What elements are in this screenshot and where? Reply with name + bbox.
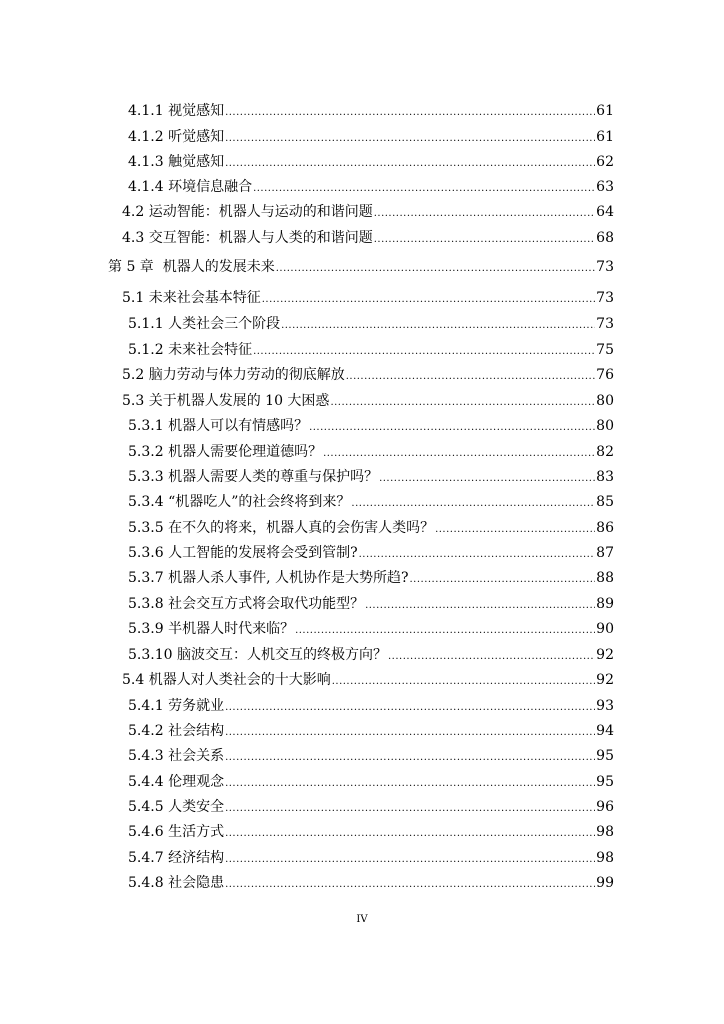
toc-entry-title: 机器人需要人类的尊重与保护吗？ — [168, 469, 379, 485]
toc-entry-number: 5.3.4 — [128, 494, 169, 510]
toc-entry-title: 运动智能：机器人与运动的和谐问题 — [148, 204, 373, 220]
toc-entry-title: 机器人可以有情感吗？ — [168, 418, 309, 434]
toc-entry-title: 未来社会特征 — [168, 342, 253, 358]
toc-entry-number: 5.3.10 — [128, 647, 177, 663]
toc-entry-number: 5.3.1 — [128, 418, 169, 434]
toc-entry-number: 5.3.7 — [128, 570, 169, 586]
toc-entry-title: 机器人需要伦理道德吗？ — [168, 444, 323, 460]
toc-entry-number: 4.1.4 — [128, 179, 169, 195]
toc-entry — [128, 565, 614, 587]
toc-entry-number: 5.3.2 — [128, 444, 169, 460]
toc-entry — [128, 616, 614, 638]
toc-entry-number: 5.4.2 — [128, 723, 169, 739]
toc-dot-leader — [332, 671, 595, 689]
toc-dot-leader — [409, 569, 595, 587]
toc-entry-page: 73 — [596, 290, 614, 306]
toc-entry — [128, 743, 614, 765]
toc-entry-number: 4.1.2 — [128, 129, 169, 145]
toc-entry — [128, 591, 614, 613]
toc-entry-page: 61 — [596, 129, 614, 145]
toc-entry-page: 73 — [596, 259, 614, 275]
toc-entry-number: 5.4.5 — [128, 799, 169, 815]
toc-dot-leader — [435, 519, 595, 537]
toc-entry — [128, 819, 614, 841]
toc-entry — [128, 845, 614, 867]
toc-entry-number: 5.4 — [122, 672, 149, 688]
toc-entry-title: 社会关系 — [168, 748, 225, 764]
toc-entry — [128, 174, 614, 196]
toc-dot-leader — [225, 102, 595, 120]
toc-entry-page: 82 — [596, 444, 614, 460]
toc-entry-page: 61 — [596, 103, 614, 119]
toc-entry-title: 劳务就业 — [168, 698, 225, 714]
toc-dot-leader — [225, 747, 595, 765]
toc-entry-number: 5.3.5 — [128, 520, 169, 536]
toc-entry-page: 86 — [596, 520, 614, 536]
toc-entry — [128, 870, 614, 892]
toc-dot-leader — [225, 874, 595, 892]
toc-entry-title: 社会交互方式将会取代功能型？ — [168, 596, 365, 612]
toc-entry-page: 95 — [596, 748, 614, 764]
toc-entry-page: 68 — [596, 230, 614, 246]
toc-entry — [108, 254, 614, 276]
toc-dot-leader — [253, 178, 595, 196]
toc-dot-leader — [253, 341, 595, 359]
toc-entry-number: 4.2 — [122, 204, 149, 220]
toc-dot-leader — [374, 229, 595, 247]
toc-entry-number: 4.1.1 — [128, 103, 169, 119]
toc-entry-page: 98 — [596, 850, 614, 866]
toc-entry-title: 人类社会三个阶段 — [168, 316, 281, 332]
toc-entry-title: 机器人杀人事件, 人机协作是大势所趋? — [168, 570, 409, 586]
toc-entry-title: 伦理观念 — [168, 774, 225, 790]
toc-entry — [122, 362, 614, 384]
toc-entry-number: 5.1 — [122, 290, 149, 306]
toc-entry-number: 5.2 — [122, 367, 149, 383]
toc-entry — [128, 439, 614, 461]
toc-dot-leader — [346, 366, 595, 384]
toc-dot-leader — [309, 417, 595, 435]
toc-entry-title: 机器人对人类社会的十大影响 — [148, 672, 331, 688]
toc-entry-title: 社会结构 — [168, 723, 225, 739]
toc-entry-number: 5.3 — [122, 393, 149, 409]
toc-entry-title: 半机器人时代来临？ — [168, 621, 295, 637]
toc-entry-number: 5.4.1 — [128, 698, 169, 714]
toc-entry-title: 视觉感知 — [168, 103, 225, 119]
toc-entry — [128, 124, 614, 146]
toc-entry-number: 5.4.7 — [128, 850, 169, 866]
toc-entry — [128, 149, 614, 171]
toc-entry — [128, 794, 614, 816]
toc-dot-leader — [225, 823, 595, 841]
toc-entry — [122, 225, 614, 247]
toc-entry-number: 5.4.4 — [128, 774, 169, 790]
toc-entry-page: 85 — [596, 494, 614, 510]
toc-entry-title: 关于机器人发展的 10 大困惑 — [148, 393, 330, 409]
toc-entry — [122, 285, 614, 307]
toc-dot-leader — [281, 315, 595, 333]
toc-entry-title: 脑波交互：人机交互的终极方向？ — [176, 647, 387, 663]
toc-dot-leader — [276, 258, 595, 276]
toc-entry-title: 听觉感知 — [168, 129, 225, 145]
toc-entry-page: 98 — [596, 824, 614, 840]
toc-entry-title: 生活方式 — [168, 824, 225, 840]
toc-entry — [122, 667, 614, 689]
toc-entry — [128, 540, 614, 562]
toc-entry-page: 90 — [596, 621, 614, 637]
toc-entry-number: 4.1.3 — [128, 154, 169, 170]
toc-entry-title: 触觉感知 — [168, 154, 225, 170]
toc-entry — [122, 388, 614, 410]
toc-entry-page: 73 — [596, 316, 614, 332]
toc-entry — [122, 199, 614, 221]
toc-entry-number: 5.3.6 — [128, 545, 169, 561]
toc-entry — [128, 489, 614, 511]
toc-entry-title: 环境信息融合 — [168, 179, 253, 195]
toc-entry-number: 4.3 — [122, 230, 149, 246]
toc-dot-leader — [225, 697, 595, 715]
toc-entry-title: 在不久的将来，机器人真的会伤害人类吗？ — [168, 520, 435, 536]
toc-dot-leader — [323, 443, 595, 461]
toc-entry-title: 经济结构 — [168, 850, 225, 866]
toc-entry-page: 87 — [596, 545, 614, 561]
toc-dot-leader — [225, 153, 595, 171]
toc-entry — [128, 642, 614, 664]
toc-dot-leader — [351, 493, 595, 511]
toc-dot-leader — [388, 646, 595, 664]
toc-entry-page: 63 — [596, 179, 614, 195]
toc-dot-leader — [225, 849, 595, 867]
toc-dot-leader — [225, 773, 595, 791]
toc-entry-page: 80 — [596, 393, 614, 409]
toc-dot-leader — [225, 128, 595, 146]
toc-entry-number: 5.3.3 — [128, 469, 169, 485]
toc-entry — [128, 693, 614, 715]
toc-entry-page: 80 — [596, 418, 614, 434]
toc-entry-title: 脑力劳动与体力劳动的彻底解放 — [148, 367, 345, 383]
toc-dot-leader — [262, 289, 595, 307]
toc-entry-number: 5.3.8 — [128, 596, 169, 612]
toc-entry-page: 96 — [596, 799, 614, 815]
toc-entry-title: 人类安全 — [168, 799, 225, 815]
toc-entry-number: 5.4.8 — [128, 875, 169, 891]
toc-entry-number: 5.4.3 — [128, 748, 169, 764]
toc-entry-page: 76 — [596, 367, 614, 383]
toc-entry-page: 75 — [596, 342, 614, 358]
toc-entry — [128, 311, 614, 333]
toc-entry-page: 93 — [596, 698, 614, 714]
toc-entry-title: 社会隐患 — [168, 875, 225, 891]
toc-dot-leader — [295, 620, 595, 638]
toc-entry — [128, 98, 614, 120]
toc-entry-page: 62 — [596, 154, 614, 170]
toc-entry — [128, 515, 614, 537]
toc-entry-title: “机器吃人”的社会终将到来？ — [168, 494, 351, 510]
toc-entry — [128, 337, 614, 359]
toc-entry-page: 92 — [596, 672, 614, 688]
toc-dot-leader — [365, 595, 595, 613]
toc-dot-leader — [379, 468, 595, 486]
toc-entry-page: 64 — [596, 204, 614, 220]
toc-entry — [128, 464, 614, 486]
toc-dot-leader — [374, 203, 595, 221]
toc-entry-page: 94 — [596, 723, 614, 739]
toc-entry-page: 95 — [596, 774, 614, 790]
toc-entry-number: 第 5 章 — [108, 259, 163, 275]
toc-entry-number: 5.1.1 — [128, 316, 169, 332]
toc-entry — [128, 718, 614, 740]
toc-entry-page: 88 — [596, 570, 614, 586]
toc-entry — [128, 769, 614, 791]
toc-entry-title: 未来社会基本特征 — [148, 290, 261, 306]
toc-entry-number: 5.1.2 — [128, 342, 169, 358]
toc-dot-leader — [225, 722, 595, 740]
toc-entry-page: 92 — [596, 647, 614, 663]
page-number: IV — [356, 914, 368, 925]
toc-entry-page: 99 — [596, 875, 614, 891]
toc-entry-page: 83 — [596, 469, 614, 485]
toc-entry-title: 人工智能的发展将会受到管制? — [168, 545, 358, 561]
toc-dot-leader — [359, 544, 596, 562]
toc-dot-leader — [330, 392, 595, 410]
toc-entry-number: 5.4.6 — [128, 824, 169, 840]
toc-entry-page: 89 — [596, 596, 614, 612]
toc-entry-title: 机器人的发展未来 — [162, 259, 275, 275]
toc-dot-leader — [225, 798, 595, 816]
toc-entry-title: 交互智能：机器人与人类的和谐问题 — [148, 230, 373, 246]
toc-entry-number: 5.3.9 — [128, 621, 169, 637]
toc-entry — [128, 413, 614, 435]
